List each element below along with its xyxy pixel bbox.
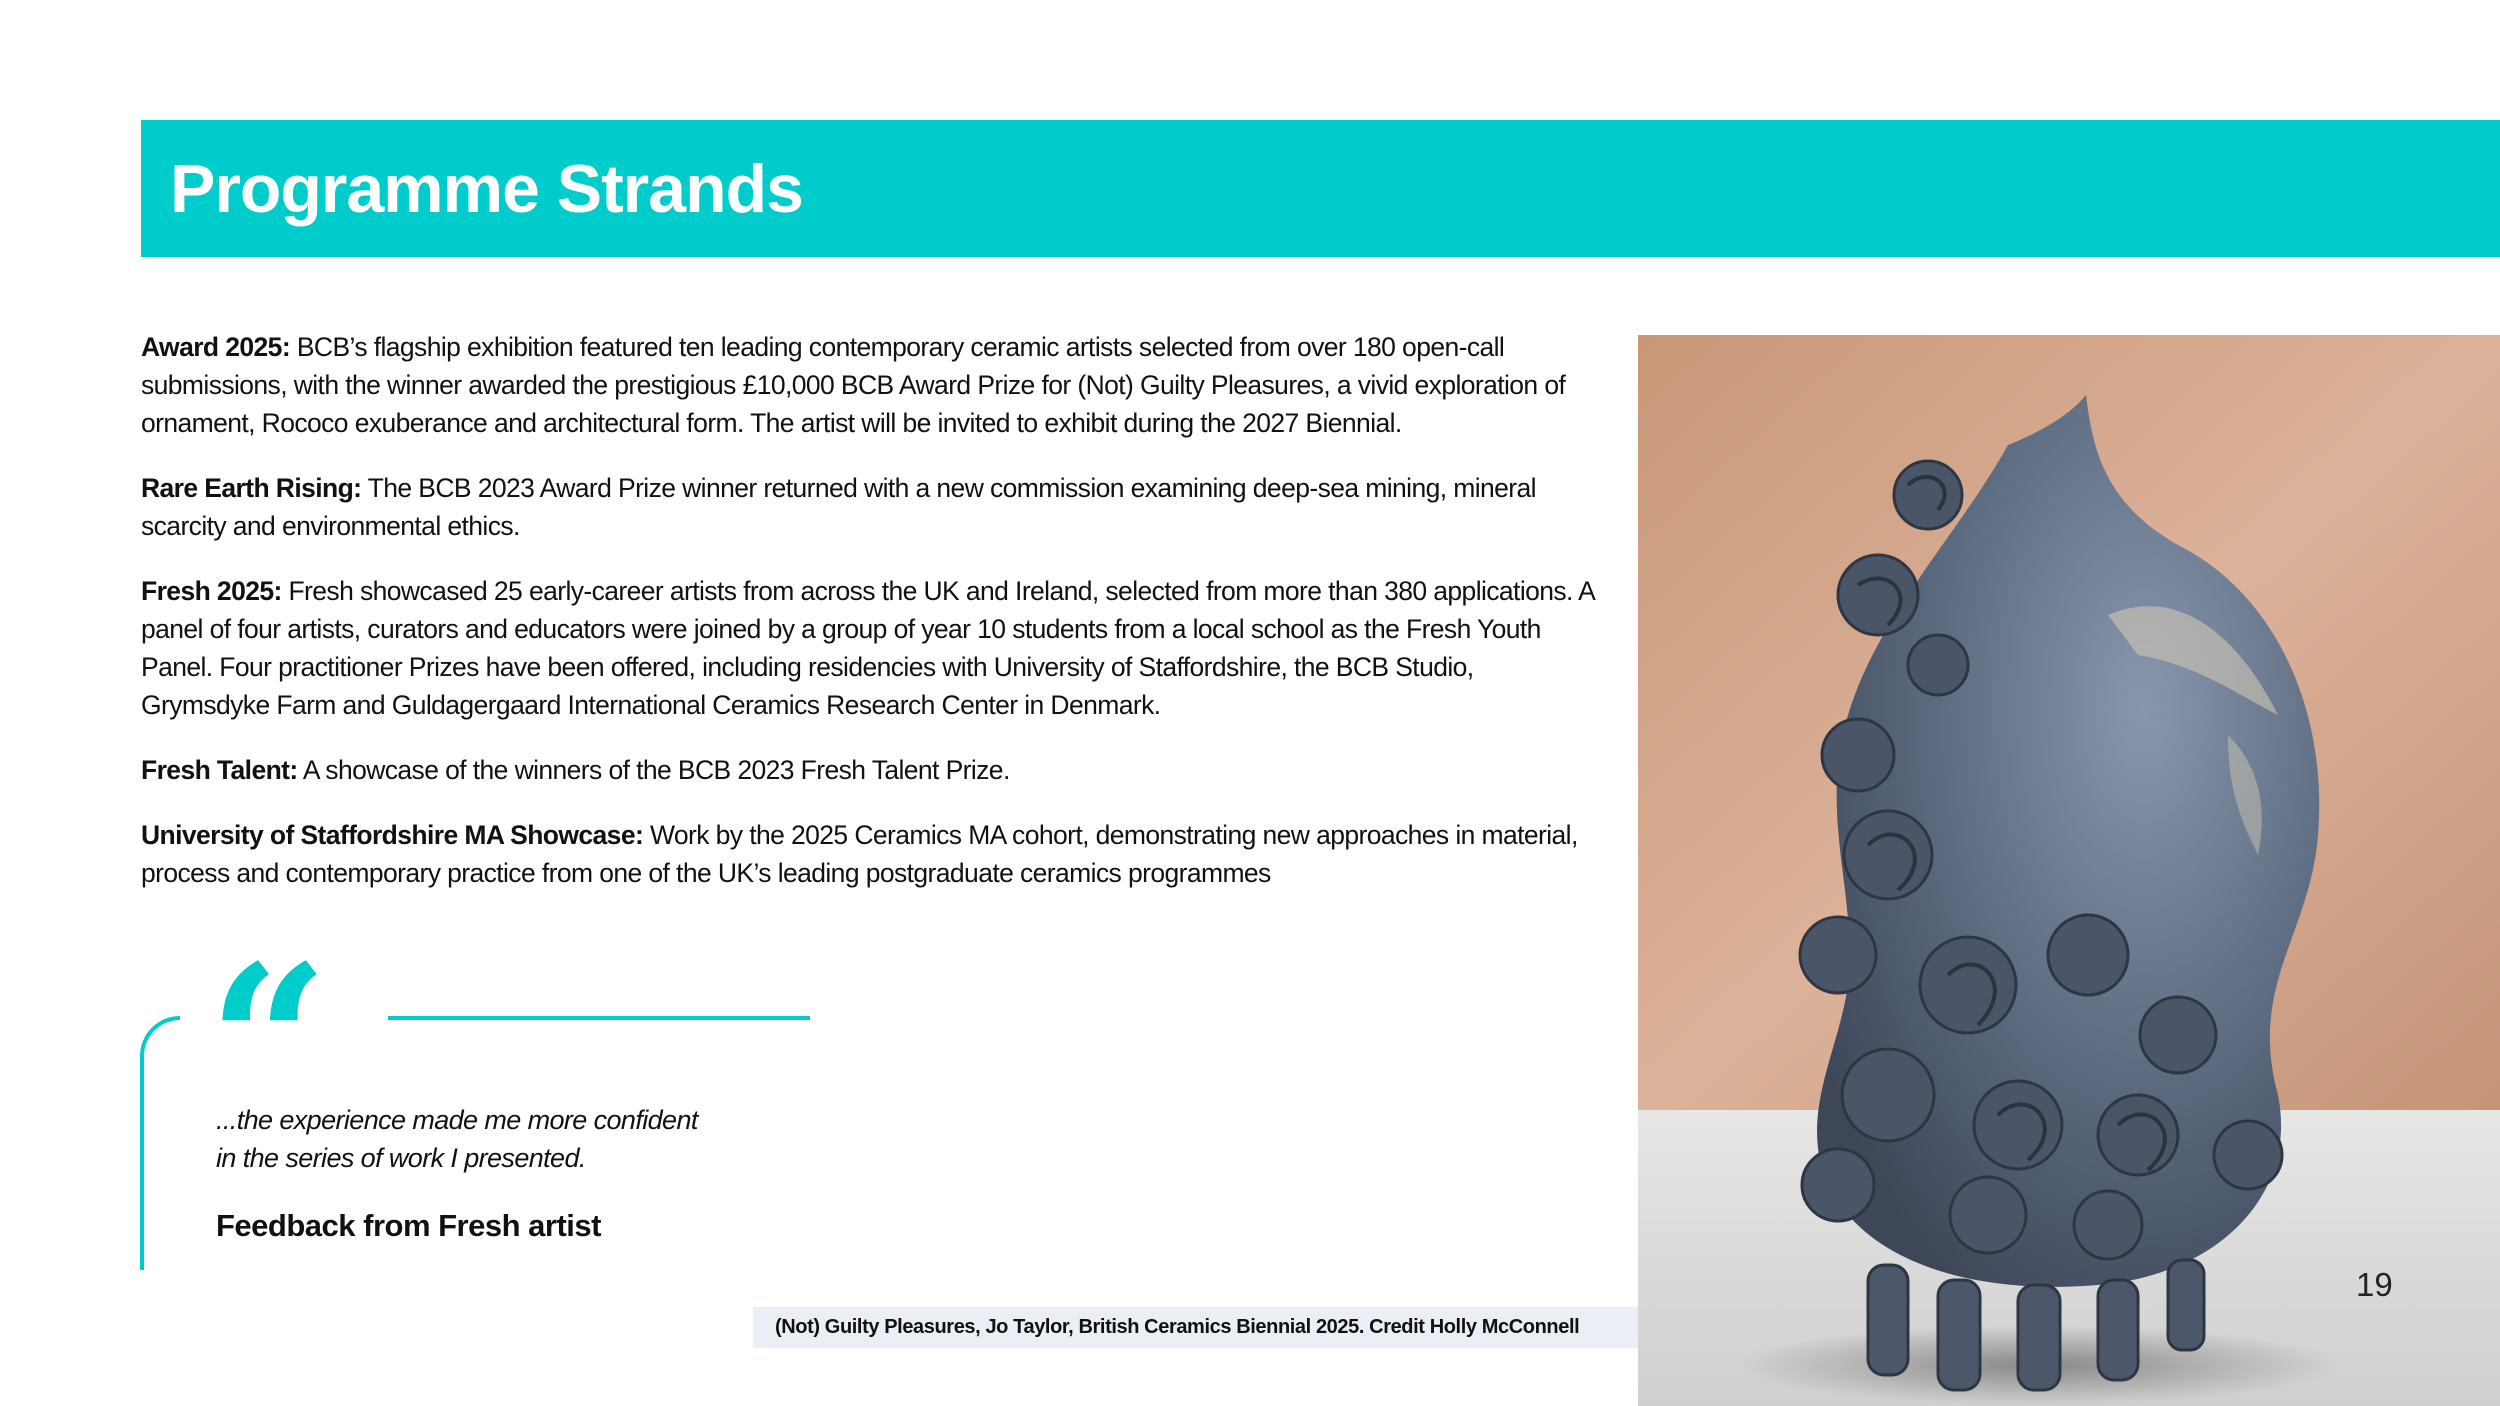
strand-fresh-2025 (141, 572, 1601, 724)
quote-bracket (140, 1016, 180, 1270)
programme-strands-list (141, 328, 1601, 919)
strand-text: A showcase of the winners of the BCB 2023 Fresh Talent Prize. (297, 755, 1010, 785)
strand-text: BCB’s flagship exhibition featured ten leading contemporary ceramic artists selected from over 180 open-call submissions, with the winner awarded the prestigious £10,000 BCB Award Prize for (Not) Guilty Pleasures, a vivid exploration of ornament, Rococo exuberance and architectural form. The artist will be invited to exhibit during the 2027 Biennial. (141, 332, 1566, 438)
title-bar (141, 120, 2500, 257)
strand-ma-showcase (141, 816, 1601, 892)
strand-text: Fresh showcased 25 early-career artists from across the UK and Ireland, selected from more than 380 applications. A panel of four artists, curators and educators were joined by a group of year 10 students from a local school as the Fresh Youth Panel. Four practitioner Prizes have been offered, including residencies with University of Staffordshire, the BCB Studio, Grymsdyke Farm and Guldagergaard International Ceramics Research Center in Denmark. (141, 576, 1594, 720)
quote-source: Feedback from Fresh artist (216, 1208, 601, 1243)
strand-label: Award 2025: (141, 332, 291, 362)
page-title: Programme Strands (170, 150, 803, 227)
photo-caption: (Not) Guilty Pleasures, Jo Taylor, British Ceramics Biennial 2025. Credit Holly McConnell (753, 1307, 1638, 1348)
strand-text: The BCB 2023 Award Prize winner returned with a new commission examining deep-sea mining, mineral scarcity and environmental ethics. (141, 473, 1536, 541)
strand-label: University of Staffordshire MA Showcase: (141, 820, 644, 850)
quote-divider (388, 1016, 810, 1020)
quote-line-1: ...the experience made me more confident (216, 1105, 698, 1135)
strand-rare-earth-rising (141, 469, 1601, 545)
quote-text (216, 1101, 776, 1177)
strand-award-2025 (141, 328, 1601, 442)
quote-line-2: in the series of work I presented. (216, 1143, 586, 1173)
strand-label: Fresh 2025: (141, 576, 282, 606)
strand-label: Rare Earth Rising: (141, 473, 362, 503)
quote-mark-icon: “ (208, 919, 317, 1166)
strand-label: Fresh Talent: (141, 755, 298, 785)
strand-text: Work by the 2025 Ceramics MA cohort, demonstrating new approaches in material, process and contemporary practice from one of the UK’s leading postgraduate ceramics programmes (141, 820, 1578, 888)
strand-fresh-talent (141, 751, 1601, 789)
ceramic-sculpture-photo (1638, 335, 2500, 1406)
ceramic-sculpture-image (1638, 335, 2500, 1406)
page-number: 19 (2356, 1266, 2393, 1303)
